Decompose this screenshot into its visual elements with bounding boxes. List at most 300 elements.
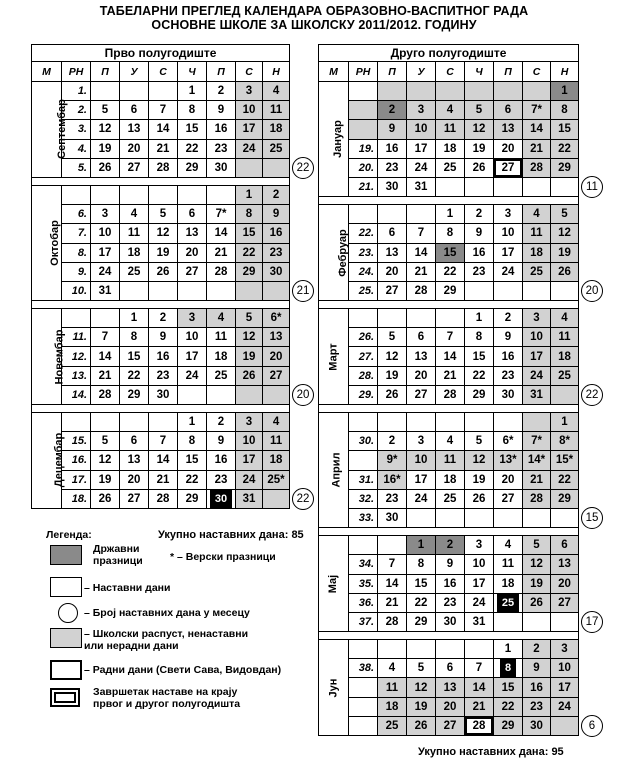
day-cell: 20	[551, 574, 579, 593]
week-row	[32, 385, 290, 404]
day-cell: 1	[494, 640, 523, 659]
legend-break-swatch	[50, 628, 82, 648]
column-header-week: РН	[349, 62, 378, 82]
day-cell: 19	[523, 574, 551, 593]
legend-religious-holiday: * – Верски празници	[170, 551, 276, 563]
column-header-day: С	[236, 62, 263, 82]
week-number	[349, 716, 378, 735]
day-cell: 3	[494, 205, 523, 224]
day-cell: 5	[91, 101, 120, 120]
day-cell: 17	[523, 347, 551, 366]
day-cell: 30	[436, 612, 465, 631]
day-cell: 8	[236, 205, 263, 224]
month-label: Новембар	[53, 329, 66, 384]
day-cell: 19	[551, 243, 579, 262]
week-number	[349, 451, 378, 470]
day-cell: 23	[207, 470, 236, 489]
legend-end-swatch	[50, 688, 80, 707]
day-cell: 5	[407, 659, 436, 678]
day-cell	[149, 82, 178, 101]
day-cell: 7	[465, 659, 494, 678]
day-cell: 5	[465, 101, 494, 120]
day-cell: 9	[494, 328, 523, 347]
day-cell: 18	[378, 697, 407, 716]
first-calendar	[31, 44, 290, 509]
day-cell	[436, 309, 465, 328]
day-cell: 15	[436, 243, 465, 262]
week-number: 32.	[349, 489, 378, 508]
day-cell	[263, 281, 290, 300]
day-cell: 18	[263, 120, 290, 139]
day-cell: 7*	[207, 205, 236, 224]
week-row	[319, 205, 579, 224]
day-cell: 5	[91, 432, 120, 451]
day-cell	[436, 413, 465, 432]
week-row	[319, 593, 579, 612]
day-cell: 14	[149, 451, 178, 470]
day-cell	[178, 385, 207, 404]
day-cell: 12	[465, 120, 494, 139]
day-cell: 7	[378, 555, 407, 574]
day-cell: 21	[523, 470, 551, 489]
day-cell: 13	[494, 120, 523, 139]
week-row	[32, 158, 290, 177]
day-cell	[523, 281, 551, 300]
day-cell	[178, 185, 207, 204]
day-cell	[523, 508, 551, 527]
day-cell: 14	[407, 243, 436, 262]
day-cell: 21	[465, 697, 494, 716]
day-cell: 29	[120, 385, 149, 404]
week-row	[319, 82, 579, 101]
day-cell: 15	[551, 120, 579, 139]
week-number: 18.	[62, 489, 91, 508]
day-cell: 27	[120, 489, 149, 508]
week-number: 10.	[62, 281, 91, 300]
legend-state-holiday-swatch	[50, 545, 82, 565]
first-semester-heading: Прво полугодиште	[32, 45, 290, 62]
day-cell: 31	[91, 281, 120, 300]
day-cell: 4	[263, 413, 290, 432]
day-cell: 19	[465, 470, 494, 489]
day-cell: 8	[120, 328, 149, 347]
day-cell: 9	[436, 555, 465, 574]
day-cell: 3	[551, 640, 579, 659]
day-cell	[236, 158, 263, 177]
day-cell: 12	[551, 224, 579, 243]
day-cell	[465, 281, 494, 300]
legend-teaching-day-swatch	[50, 577, 82, 597]
day-cell: 21	[436, 366, 465, 385]
second-total: Укупно наставних дана: 95	[418, 746, 564, 758]
day-cell: 29	[236, 262, 263, 281]
day-cell: 12	[407, 678, 436, 697]
day-cell: 17	[236, 120, 263, 139]
week-number	[349, 82, 378, 101]
week-number: 7.	[62, 224, 91, 243]
day-cell	[407, 640, 436, 659]
week-row	[319, 536, 579, 555]
day-cell: 27	[178, 262, 207, 281]
day-cell: 1	[551, 413, 579, 432]
month-name	[319, 413, 349, 528]
day-cell: 28	[523, 158, 551, 177]
week-number: 38.	[349, 659, 378, 678]
month-day-count: 22	[292, 488, 314, 510]
day-cell: 21	[523, 139, 551, 158]
day-cell	[178, 281, 207, 300]
month-day-count: 6	[581, 715, 603, 737]
day-cell: 17	[407, 470, 436, 489]
day-cell: 25	[207, 366, 236, 385]
day-cell: 29	[494, 716, 523, 735]
day-cell	[551, 281, 579, 300]
day-cell: 11	[436, 451, 465, 470]
week-number	[349, 697, 378, 716]
day-cell: 15	[178, 451, 207, 470]
week-number: 14.	[62, 385, 91, 404]
day-cell: 5	[523, 536, 551, 555]
day-cell: 28	[149, 489, 178, 508]
day-cell: 30	[263, 262, 290, 281]
column-header-day: П	[378, 62, 407, 82]
week-number: 12.	[62, 347, 91, 366]
day-cell: 7	[149, 101, 178, 120]
week-number: 31.	[349, 470, 378, 489]
day-cell: 20	[178, 243, 207, 262]
day-cell: 6	[551, 536, 579, 555]
day-cell: 5	[149, 205, 178, 224]
day-cell: 12	[465, 451, 494, 470]
day-cell: 13	[436, 678, 465, 697]
day-cell: 17	[236, 451, 263, 470]
legend-state-holiday: Државни празници	[93, 543, 143, 567]
day-cell: 30	[523, 716, 551, 735]
week-row	[319, 281, 579, 300]
day-cell: 14	[523, 120, 551, 139]
day-cell: 19	[407, 697, 436, 716]
column-header-day: У	[120, 62, 149, 82]
week-number	[349, 101, 378, 120]
month-day-count: 17	[581, 611, 603, 633]
day-cell: 13	[551, 555, 579, 574]
day-cell: 1	[236, 185, 263, 204]
day-cell: 2	[494, 309, 523, 328]
week-number	[62, 309, 91, 328]
day-cell	[378, 413, 407, 432]
day-cell: 23	[207, 139, 236, 158]
title-line-1: ТАБЕЛАРНИ ПРЕГЛЕД КАЛЕНДАРА ОБРАЗОВНО-ВАСПИТНОГ РАДА	[99, 4, 529, 18]
month-day-count: 11	[581, 176, 603, 198]
day-cell: 2	[149, 309, 178, 328]
day-cell: 30	[378, 508, 407, 527]
day-cell: 18	[494, 574, 523, 593]
day-cell: 10	[236, 432, 263, 451]
day-cell: 14	[207, 224, 236, 243]
column-header-day: У	[407, 62, 436, 82]
day-cell: 11	[436, 120, 465, 139]
day-cell: 23	[378, 158, 407, 177]
day-cell: 7*	[523, 432, 551, 451]
week-row	[319, 366, 579, 385]
day-cell: 27	[436, 716, 465, 735]
day-cell: 1	[407, 536, 436, 555]
week-row	[319, 489, 579, 508]
day-cell: 8	[465, 328, 494, 347]
day-cell: 17	[91, 243, 120, 262]
day-cell	[551, 385, 579, 404]
day-cell: 28	[91, 385, 120, 404]
day-cell: 14	[91, 347, 120, 366]
day-cell: 19	[236, 347, 263, 366]
day-cell: 10	[407, 451, 436, 470]
day-cell	[149, 413, 178, 432]
day-cell	[436, 82, 465, 101]
week-number	[349, 640, 378, 659]
day-cell: 30	[149, 385, 178, 404]
day-cell	[436, 508, 465, 527]
month-label: Октобар	[48, 220, 61, 266]
day-cell	[494, 508, 523, 527]
day-cell: 4	[378, 659, 407, 678]
week-number	[349, 678, 378, 697]
week-number: 11.	[62, 328, 91, 347]
week-row	[319, 158, 579, 177]
day-cell: 31	[523, 385, 551, 404]
day-cell: 17	[178, 347, 207, 366]
day-cell: 26	[236, 366, 263, 385]
day-cell: 24	[236, 139, 263, 158]
day-cell: 2	[207, 413, 236, 432]
day-cell	[120, 281, 149, 300]
day-cell: 5	[465, 432, 494, 451]
day-cell: 20	[120, 470, 149, 489]
day-cell: 19	[378, 366, 407, 385]
day-cell: 10	[91, 224, 120, 243]
day-cell: 1	[465, 309, 494, 328]
column-header-day: С	[436, 62, 465, 82]
day-cell: 23	[523, 697, 551, 716]
day-cell: 6	[436, 659, 465, 678]
day-cell	[120, 82, 149, 101]
day-cell: 10	[494, 224, 523, 243]
week-number: 25.	[349, 281, 378, 300]
day-cell: 21	[207, 243, 236, 262]
column-header-month: М	[32, 62, 62, 82]
day-cell: 28	[523, 489, 551, 508]
week-number: 29.	[349, 385, 378, 404]
month-label: Фебруар	[336, 228, 349, 277]
day-cell: 3	[407, 101, 436, 120]
day-cell: 5	[378, 328, 407, 347]
week-row	[32, 489, 290, 508]
day-cell: 2	[436, 536, 465, 555]
day-cell: 6	[378, 224, 407, 243]
day-cell: 22	[236, 243, 263, 262]
week-row	[319, 243, 579, 262]
week-row	[32, 366, 290, 385]
week-row	[319, 347, 579, 366]
week-number: 21.	[349, 177, 378, 196]
day-cell: 24	[551, 697, 579, 716]
day-cell: 13	[120, 120, 149, 139]
day-cell: 27	[494, 158, 523, 177]
day-cell: 30	[378, 177, 407, 196]
day-cell: 2	[378, 101, 407, 120]
day-cell: 23	[149, 366, 178, 385]
day-cell	[523, 413, 551, 432]
day-cell: 31	[236, 489, 263, 508]
week-number: 33.	[349, 508, 378, 527]
week-row	[32, 243, 290, 262]
month-label: Мај	[327, 574, 340, 593]
day-cell	[407, 413, 436, 432]
day-cell: 5	[236, 309, 263, 328]
day-cell: 25	[436, 489, 465, 508]
week-number: 13.	[62, 366, 91, 385]
week-row	[319, 139, 579, 158]
day-cell	[263, 489, 290, 508]
day-cell	[465, 177, 494, 196]
day-cell: 24	[236, 470, 263, 489]
week-row	[319, 309, 579, 328]
day-cell: 16	[436, 574, 465, 593]
day-cell: 26	[91, 489, 120, 508]
day-cell: 29	[407, 612, 436, 631]
week-number: 23.	[349, 243, 378, 262]
day-cell: 16	[523, 678, 551, 697]
day-cell: 3	[91, 205, 120, 224]
day-cell: 21	[378, 593, 407, 612]
day-cell: 22	[551, 470, 579, 489]
day-cell: 12	[378, 347, 407, 366]
week-number: 17.	[62, 470, 91, 489]
day-cell: 27	[407, 385, 436, 404]
day-cell	[207, 185, 236, 204]
month-label: Јун	[327, 678, 340, 697]
column-header-week: РН	[62, 62, 91, 82]
column-header-day: С	[523, 62, 551, 82]
title-line-2: ОСНОВНЕ ШКОЛЕ ЗА ШКОЛСКУ 2011/2012. ГОДИНУ	[151, 18, 477, 32]
day-cell: 8*	[551, 432, 579, 451]
day-cell: 25	[120, 262, 149, 281]
day-cell: 9	[263, 205, 290, 224]
week-row	[32, 82, 290, 101]
day-cell: 24	[465, 593, 494, 612]
day-cell: 22	[551, 139, 579, 158]
day-cell	[465, 82, 494, 101]
day-cell	[407, 508, 436, 527]
week-row	[319, 262, 579, 281]
month-day-count: 15	[581, 507, 603, 529]
day-cell: 6	[120, 101, 149, 120]
day-cell: 23	[465, 262, 494, 281]
day-cell: 21	[407, 262, 436, 281]
day-cell: 9	[378, 120, 407, 139]
day-cell: 4	[494, 536, 523, 555]
day-cell: 22	[120, 366, 149, 385]
week-number: 22.	[349, 224, 378, 243]
day-cell: 18	[436, 470, 465, 489]
day-cell: 12	[523, 555, 551, 574]
day-cell: 2	[465, 205, 494, 224]
day-cell: 19	[465, 139, 494, 158]
week-number: 26.	[349, 328, 378, 347]
day-cell: 29	[178, 158, 207, 177]
day-cell: 14	[436, 347, 465, 366]
day-cell: 4	[436, 432, 465, 451]
week-row	[319, 716, 579, 735]
day-cell: 14	[149, 120, 178, 139]
week-number: 27.	[349, 347, 378, 366]
day-cell: 4	[207, 309, 236, 328]
legend-count-circle	[58, 603, 78, 623]
day-cell: 24	[178, 366, 207, 385]
day-cell	[551, 177, 579, 196]
day-cell: 9	[465, 224, 494, 243]
day-cell: 11	[120, 224, 149, 243]
day-cell: 12	[91, 451, 120, 470]
week-row	[319, 432, 579, 451]
day-cell: 11	[494, 555, 523, 574]
month-name	[32, 309, 66, 405]
day-cell: 18	[436, 139, 465, 158]
day-cell: 14	[378, 574, 407, 593]
day-cell	[407, 205, 436, 224]
day-cell: 6	[120, 432, 149, 451]
week-row	[32, 413, 290, 432]
month-name	[319, 82, 349, 197]
day-cell: 15	[178, 120, 207, 139]
month-name	[32, 185, 62, 300]
day-cell: 23	[378, 489, 407, 508]
week-row	[319, 120, 579, 139]
day-cell	[436, 640, 465, 659]
day-cell	[436, 177, 465, 196]
day-cell	[494, 593, 523, 612]
day-cell	[378, 309, 407, 328]
day-cell: 15*	[551, 451, 579, 470]
day-cell: 21	[91, 366, 120, 385]
day-cell: 10	[407, 120, 436, 139]
week-row	[32, 451, 290, 470]
column-header-day: Н	[263, 62, 290, 82]
legend-working-day-swatch	[50, 660, 82, 680]
day-cell: 20	[494, 139, 523, 158]
day-cell: 25	[551, 366, 579, 385]
legend-break: – Школски распуст, ненаставни или нерадни дани	[84, 628, 249, 652]
day-cell	[378, 82, 407, 101]
day-cell: 17	[494, 243, 523, 262]
day-cell	[149, 185, 178, 204]
week-row	[32, 101, 290, 120]
day-cell	[494, 177, 523, 196]
day-cell: 17	[551, 678, 579, 697]
day-cell: 30	[494, 385, 523, 404]
week-row	[319, 574, 579, 593]
week-row	[319, 451, 579, 470]
day-cell: 16	[494, 347, 523, 366]
day-cell: 2	[263, 185, 290, 204]
day-cell	[494, 82, 523, 101]
legend-teaching-day: – Наставни дани	[84, 582, 171, 594]
day-cell: 21	[149, 470, 178, 489]
day-cell	[465, 508, 494, 527]
month-label: Април	[330, 452, 343, 488]
day-cell: 20	[407, 366, 436, 385]
day-cell: 18	[120, 243, 149, 262]
first-total: Укупно наставних дана: 85	[158, 529, 304, 541]
